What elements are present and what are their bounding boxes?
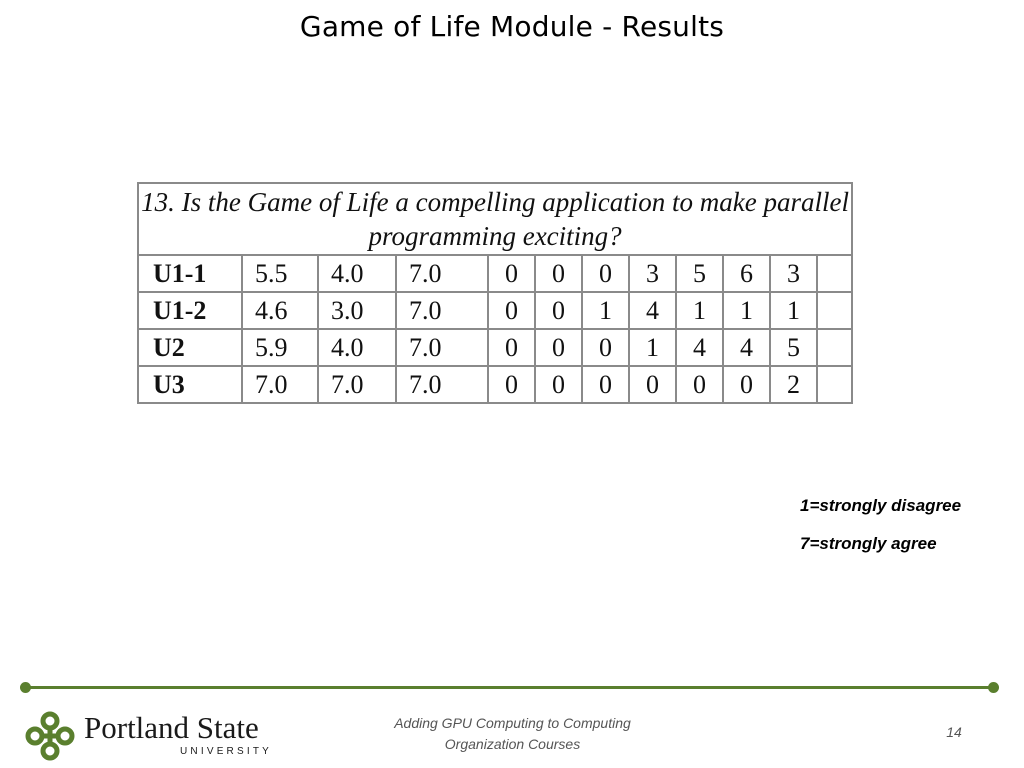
table-cell: 7.0 bbox=[396, 255, 488, 292]
table-cell: 7.0 bbox=[396, 329, 488, 366]
table-cell bbox=[817, 329, 852, 366]
table-cell: 4 bbox=[676, 329, 723, 366]
scale-note-low: 1=strongly disagree bbox=[800, 496, 962, 515]
table-cell: 3 bbox=[770, 255, 817, 292]
table-cell: 0 bbox=[676, 366, 723, 403]
table-cell: 5.5 bbox=[242, 255, 318, 292]
table-cell: 0 bbox=[488, 329, 535, 366]
table-cell bbox=[817, 255, 852, 292]
row-label: U1-2 bbox=[138, 292, 242, 329]
table-cell: 2 bbox=[770, 366, 817, 403]
footer-caption-line1: Adding GPU Computing to Computing bbox=[394, 715, 631, 731]
table-cell: 0 bbox=[488, 255, 535, 292]
logo-subtitle: UNIVERSITY bbox=[180, 746, 273, 757]
table-cell: 0 bbox=[535, 255, 582, 292]
row-label: U2 bbox=[138, 329, 242, 366]
table-cell bbox=[817, 366, 852, 403]
table-cell: 0 bbox=[582, 366, 629, 403]
row-label: U3 bbox=[138, 366, 242, 403]
question-row bbox=[138, 183, 852, 255]
table-cell bbox=[817, 292, 852, 329]
footer-caption bbox=[360, 713, 665, 755]
table-cell: 7.0 bbox=[396, 292, 488, 329]
row-label: U1-1 bbox=[138, 255, 242, 292]
table-cell: 4 bbox=[629, 292, 676, 329]
table-cell: 5.9 bbox=[242, 329, 318, 366]
table-cell: 0 bbox=[535, 292, 582, 329]
page-number: 14 bbox=[946, 724, 962, 740]
table-cell: 5 bbox=[676, 255, 723, 292]
logo-name: Portland State bbox=[84, 710, 259, 745]
table-row bbox=[138, 329, 852, 366]
table-cell: 7.0 bbox=[396, 366, 488, 403]
table-cell: 1 bbox=[582, 292, 629, 329]
table-cell: 1 bbox=[629, 329, 676, 366]
table-row bbox=[138, 292, 852, 329]
table-cell: 3 bbox=[629, 255, 676, 292]
table-cell: 4.0 bbox=[318, 255, 396, 292]
table-cell: 0 bbox=[629, 366, 676, 403]
university-logo bbox=[24, 708, 284, 764]
table-cell: 0 bbox=[582, 329, 629, 366]
table-cell: 0 bbox=[723, 366, 770, 403]
slide-title: Game of Life Module - Results bbox=[299, 10, 725, 43]
footer-divider-end-right bbox=[988, 682, 999, 693]
survey-results-table bbox=[137, 182, 853, 404]
table-cell: 4 bbox=[723, 329, 770, 366]
table-row bbox=[138, 255, 852, 292]
table-cell: 6 bbox=[723, 255, 770, 292]
footer-divider bbox=[25, 686, 995, 689]
table-cell: 4.6 bbox=[242, 292, 318, 329]
footer-divider-end-left bbox=[20, 682, 31, 693]
table-row bbox=[138, 366, 852, 403]
table-cell: 5 bbox=[770, 329, 817, 366]
table-cell: 4.0 bbox=[318, 329, 396, 366]
footer-caption-line2: Organization Courses bbox=[444, 736, 581, 752]
table-cell: 1 bbox=[676, 292, 723, 329]
table-cell: 1 bbox=[770, 292, 817, 329]
table-cell: 7.0 bbox=[242, 366, 318, 403]
table-cell: 0 bbox=[535, 329, 582, 366]
table-cell: 7.0 bbox=[318, 366, 396, 403]
table-cell: 0 bbox=[488, 366, 535, 403]
table-cell: 0 bbox=[488, 292, 535, 329]
survey-question: 13. Is the Game of Life a compelling application to make parallel programming exciting? bbox=[138, 183, 852, 255]
table-cell: 3.0 bbox=[318, 292, 396, 329]
table-cell: 1 bbox=[723, 292, 770, 329]
table-cell: 0 bbox=[535, 366, 582, 403]
scale-note-high: 7=strongly agree bbox=[800, 534, 937, 553]
table-cell: 0 bbox=[582, 255, 629, 292]
psu-logo-icon bbox=[24, 710, 76, 762]
